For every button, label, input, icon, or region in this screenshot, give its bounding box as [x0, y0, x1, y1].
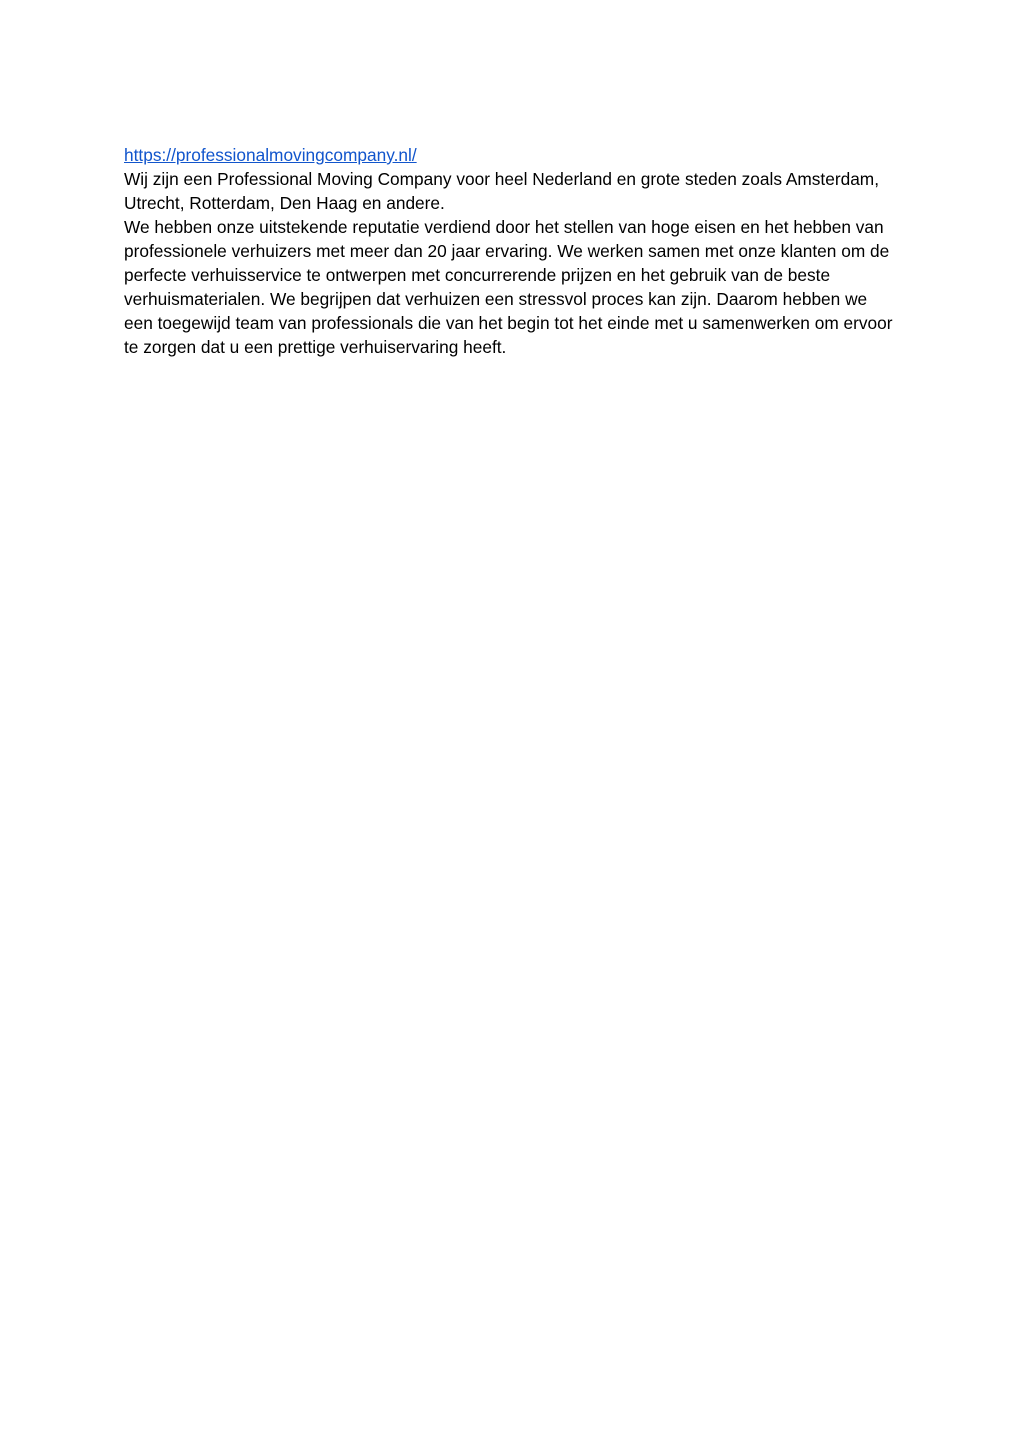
- description-paragraph: We hebben onze uitstekende reputatie verdiend door het stellen van hoge eisen en het hebben van professionele verhuizers met meer dan 20 jaar ervaring. We werken samen met onze klanten om de perfecte verhuisservice te ontwerpen met concurrerende prijzen en het gebruik van de beste verhuismaterialen. We begrijpen dat verhuizen een stressvol proces kan zijn. Daarom hebben we een toegewijd team van professionals die van het begin tot het einde met u samenwerken om ervoor te zorgen dat u een prettige verhuiservaring heeft.: [124, 217, 893, 357]
- link-line: [124, 143, 900, 167]
- intro-paragraph: Wij zijn een Professional Moving Company voor heel Nederland en grote steden zoals Amsterdam, Utrecht, Rotterdam, Den Haag en andere.: [124, 169, 879, 213]
- website-link[interactable]: https://professionalmovingcompany.nl/: [124, 145, 417, 165]
- document-content: [124, 143, 900, 359]
